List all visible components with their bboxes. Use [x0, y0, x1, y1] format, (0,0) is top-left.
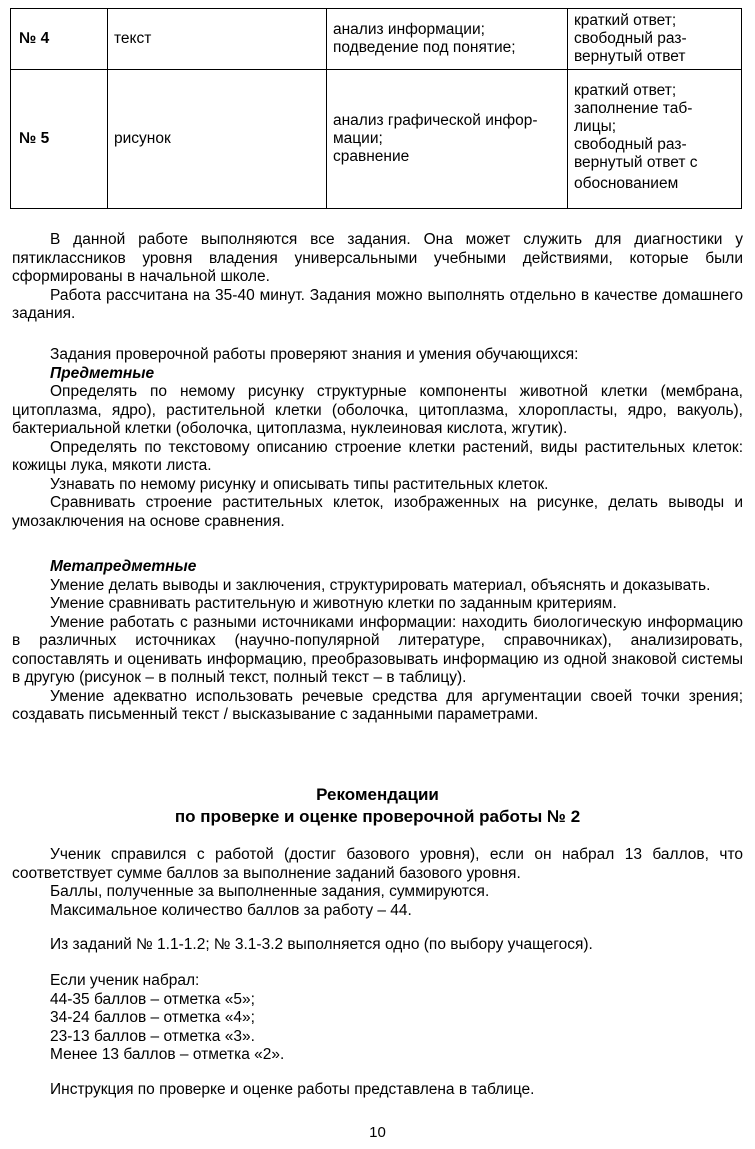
tasks-table: [10, 8, 742, 209]
info-source: рисунок: [108, 70, 327, 209]
answer-line: краткий ответ;: [574, 12, 677, 29]
recommendations-body: [12, 846, 743, 920]
answer-line: свободный раз-: [574, 136, 687, 153]
skills-cell: [327, 70, 568, 209]
grade-line: 34-24 баллов – отметка «4»;: [50, 1009, 255, 1026]
rec-paragraph: Инструкция по проверке и оценке работы представлена в таблице.: [50, 1081, 535, 1098]
task-number: № 5: [11, 70, 108, 209]
task-number: № 4: [11, 9, 108, 70]
section-subtitle: по проверке и оценке проверочной работы № 2: [174, 807, 581, 826]
subject-item: Определять по текстовому описанию строение клетки растений, виды растительных клеток: кожицы лука, мякоти листа.: [12, 438, 743, 474]
grade-line: 23-13 баллов – отметка «3».: [50, 1027, 255, 1045]
task-choice-note: [12, 936, 743, 955]
meta-item: Умение сравнивать растительную и животную клетки по заданным критериям.: [50, 595, 617, 612]
table-row: [11, 9, 742, 70]
answer-line: лицы;: [574, 118, 617, 135]
meta-item: Умение адекватно использовать речевые средства для аргументации своей точки зрения; создавать письменный текст / высказывание с заданными параметрами.: [12, 687, 743, 723]
answer-type-cell: [568, 9, 742, 70]
rec-paragraph: Максимальное количество баллов за работу – 44.: [50, 901, 412, 919]
answer-line: обоснованием: [574, 175, 679, 192]
subject-heading: Предметные: [50, 364, 155, 382]
skill-line: анализ информации;: [333, 21, 485, 38]
skill-line: мации;: [333, 130, 383, 147]
skills-cell: [327, 9, 568, 70]
meta-section: [12, 558, 743, 725]
rec-paragraph: Ученик справился с работой (достиг базового уровня), если он набрал 13 баллов, что соответствует сумме баллов за выполнение заданий базового уровня.: [12, 846, 743, 882]
section-title: Рекомендации: [316, 785, 439, 804]
intro-paragraph: В данной работе выполняются все задания. Она может служить для диагностики у пятиклассников уровня владения универсальными учебными действиями, которые были сформированы в начальной школе.: [12, 231, 743, 285]
meta-item: Умение работать с разными источниками информации: находить биологическую информацию в различных источниках (научно-популярной литературе, справочниках), анализировать, сопоставлять и оценивать информацию, преобразовывать информацию из одной знаковой системы в другую (рисунок – в полный текст, полный текст – в таблицу).: [12, 613, 743, 686]
skill-line: сравнение: [333, 148, 410, 165]
page-number: 10: [369, 1124, 386, 1141]
answer-line: заполнение таб-: [574, 100, 693, 117]
answer-line: свободный раз-: [574, 30, 687, 47]
skills-lead: Задания проверочной работы проверяют знания и умения обучающихся:: [50, 346, 579, 363]
skill-line: анализ графической инфор-: [333, 112, 538, 129]
grade-line: 44-35 баллов – отметка «5»;: [50, 990, 255, 1008]
info-source: текст: [108, 9, 327, 70]
subject-item: Определять по немому рисунку структурные компоненты животной клетки (мембрана, цитоплазма, ядро), растительной клетки (оболочка, цитоплазма, хлоропласты, ядро, вакуоль), бактериальной клетки (оболочка, цитоплазма, нуклеиновая кислота, жгутик).: [12, 383, 743, 437]
answer-line: краткий ответ;: [574, 82, 677, 99]
recommendations-title: [12, 784, 743, 828]
intro-paragraph: Работа рассчитана на 35-40 минут. Задания можно выполнять отдельно в качестве домашнего задания.: [12, 286, 743, 322]
grade-line: Менее 13 баллов – отметка «2».: [50, 1046, 285, 1063]
subject-item: Узнавать по немому рисунку и описывать типы растительных клеток.: [50, 475, 549, 493]
answer-line: вернутый ответ с: [574, 154, 698, 171]
skill-line: подведение под понятие;: [333, 39, 516, 56]
instruction-note: [12, 1081, 743, 1100]
answer-line: вернутый ответ: [574, 48, 686, 65]
grades-block: [12, 972, 743, 1065]
subject-item: Сравнивать строение растительных клеток, изображенных на рисунке, делать выводы и умозаключения на основе сравнения.: [12, 494, 743, 530]
rec-paragraph: Баллы, полученные за выполненные задания, суммируются.: [50, 883, 490, 900]
meta-item: Умение делать выводы и заключения, структурировать материал, объяснять и доказывать.: [50, 576, 711, 594]
answer-type-cell: [568, 70, 742, 209]
table-row: [11, 70, 742, 209]
meta-heading: Метапредметные: [50, 558, 197, 575]
skills-section: [12, 346, 743, 531]
rec-paragraph: Из заданий № 1.1-1.2; № 3.1-3.2 выполняется одно (по выбору учащегося).: [50, 936, 593, 953]
grades-lead: Если ученик набрал:: [50, 972, 200, 989]
intro-section: [12, 231, 743, 324]
